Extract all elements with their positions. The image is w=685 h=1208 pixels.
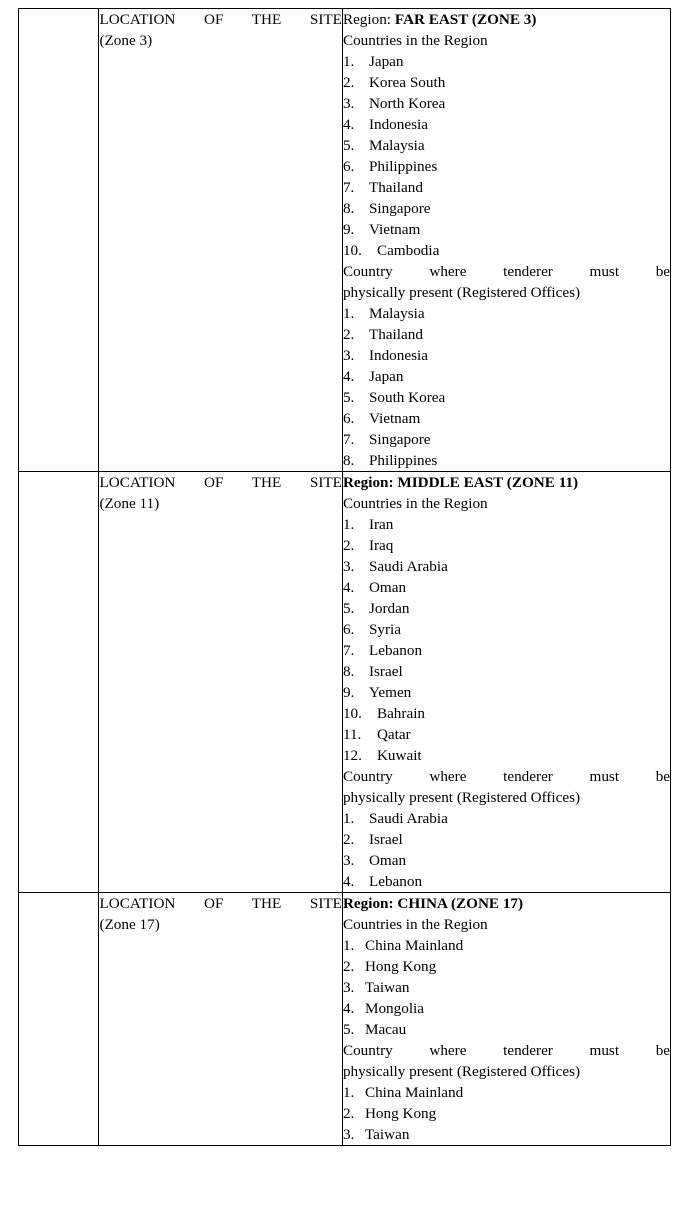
presence-line-2: physically present (Registered Offices) — [342, 284, 581, 301]
list-item — [343, 219, 670, 240]
list-item — [343, 745, 670, 766]
presence-word: be — [655, 768, 671, 785]
list-number: 10. — [342, 705, 362, 722]
list-item — [343, 1124, 670, 1145]
list-text: Singapore — [368, 200, 431, 217]
presence-word: where — [429, 263, 467, 280]
list-text: Israel — [368, 831, 403, 848]
list-number: 6. — [342, 158, 355, 175]
list-text: Taiwan — [364, 979, 410, 996]
list-number: 11. — [342, 726, 362, 743]
list-text: Hong Kong — [364, 1105, 437, 1122]
label-word: SITE — [309, 11, 342, 28]
list-item — [343, 661, 670, 682]
list-number: 9. — [342, 684, 355, 701]
list-item — [343, 51, 670, 72]
list-item — [343, 871, 670, 892]
list-item — [343, 514, 670, 535]
list-text: Indonesia — [368, 347, 428, 364]
list-text: South Korea — [368, 389, 446, 406]
list-number: 4. — [342, 579, 355, 596]
presence-requirement — [343, 766, 670, 808]
region-prefix: Region: — [342, 11, 392, 28]
site-location-heading — [99, 472, 341, 493]
presence-word: must — [589, 1042, 620, 1059]
list-item — [343, 93, 670, 114]
list-item — [343, 156, 670, 177]
presence-line-2: physically present (Registered Offices) — [342, 789, 581, 806]
list-number: 9. — [342, 221, 355, 238]
presence-line-2: physically present (Registered Offices) — [342, 1063, 581, 1080]
presence-word: be — [655, 1042, 671, 1059]
list-item — [343, 114, 670, 135]
list-number: 4. — [342, 368, 355, 385]
list-text: Saudi Arabia — [368, 810, 448, 827]
list-text: China Mainland — [364, 937, 464, 954]
region-content-cell — [342, 472, 670, 893]
list-number: 7. — [342, 431, 355, 448]
list-number: 6. — [342, 410, 355, 427]
list-number: 1. — [342, 53, 355, 70]
list-number: 4. — [342, 873, 355, 890]
region-name: CHINA (ZONE 17) — [397, 895, 524, 912]
list-text: Jordan — [368, 600, 410, 617]
countries-list — [343, 935, 670, 1040]
presence-countries-list — [343, 303, 670, 471]
presence-word: where — [429, 1042, 467, 1059]
list-text: Oman — [368, 579, 407, 596]
list-text: Korea South — [368, 74, 446, 91]
list-number: 2. — [342, 326, 355, 343]
list-number: 3. — [342, 1126, 355, 1143]
zone-subtitle: (Zone 3) — [99, 32, 153, 49]
countries-list — [343, 514, 670, 766]
label-word: LOCATION — [99, 895, 176, 912]
site-location-heading — [99, 893, 341, 914]
list-number: 2. — [342, 74, 355, 91]
list-item — [343, 72, 670, 93]
list-text: Thailand — [368, 326, 423, 343]
list-number: 5. — [342, 600, 355, 617]
list-text: Israel — [368, 663, 403, 680]
list-item — [343, 598, 670, 619]
list-item — [343, 619, 670, 640]
label-word: OF — [204, 895, 224, 912]
presence-word: must — [589, 768, 620, 785]
list-item — [343, 935, 670, 956]
label-word: THE — [251, 11, 282, 28]
list-number: 1. — [342, 516, 355, 533]
zone-subtitle: (Zone 11) — [99, 495, 160, 512]
site-location-label-cell — [99, 472, 342, 893]
presence-word: Country — [342, 1042, 393, 1059]
list-item — [343, 324, 670, 345]
presence-requirement — [343, 1040, 670, 1082]
list-text: Indonesia — [368, 116, 428, 133]
presence-word: be — [655, 263, 671, 280]
list-item — [343, 450, 670, 471]
region-name: FAR EAST (ZONE 3) — [394, 11, 537, 28]
list-number: 4. — [342, 116, 355, 133]
list-item — [343, 956, 670, 977]
region-prefix: Region: — [342, 474, 394, 491]
list-number: 1. — [342, 1084, 355, 1101]
list-number: 7. — [342, 179, 355, 196]
list-text: Yemen — [368, 684, 412, 701]
region-content-cell — [342, 9, 670, 472]
region-title — [343, 472, 670, 493]
list-text: Taiwan — [364, 1126, 410, 1143]
list-item — [343, 829, 670, 850]
site-location-label-cell — [99, 893, 342, 1146]
list-number: 3. — [342, 558, 355, 575]
list-number: 2. — [342, 537, 355, 554]
list-text: Vietnam — [368, 410, 421, 427]
presence-line-1 — [343, 766, 670, 787]
list-text: Japan — [368, 368, 404, 385]
list-text: Oman — [368, 852, 407, 869]
list-item — [343, 387, 670, 408]
list-text: Cambodia — [376, 242, 440, 259]
list-text: Lebanon — [368, 642, 423, 659]
row-number-cell — [19, 9, 99, 472]
list-text: Syria — [368, 621, 401, 638]
presence-countries-list — [343, 1082, 670, 1145]
row-number-cell — [19, 472, 99, 893]
list-item — [343, 429, 670, 450]
list-text: Qatar — [376, 726, 411, 743]
list-number: 2. — [342, 831, 355, 848]
list-text: Thailand — [368, 179, 423, 196]
list-text: China Mainland — [364, 1084, 464, 1101]
presence-word: Country — [342, 768, 393, 785]
list-text: Lebanon — [368, 873, 423, 890]
row-number-cell — [19, 893, 99, 1146]
label-word: THE — [251, 474, 282, 491]
list-number: 1. — [342, 305, 355, 322]
label-word: LOCATION — [99, 474, 176, 491]
label-word: LOCATION — [99, 11, 176, 28]
list-text: Japan — [368, 53, 404, 70]
list-text: Philippines — [368, 158, 438, 175]
list-text: Vietnam — [368, 221, 421, 238]
list-item — [343, 640, 670, 661]
list-number: 3. — [342, 95, 355, 112]
countries-heading: Countries in the Region — [342, 916, 488, 933]
countries-list — [343, 51, 670, 261]
list-text: Iran — [368, 516, 394, 533]
list-text: Saudi Arabia — [368, 558, 448, 575]
list-item — [343, 135, 670, 156]
list-item — [343, 998, 670, 1019]
list-item — [343, 177, 670, 198]
list-item — [343, 1082, 670, 1103]
list-number: 3. — [342, 347, 355, 364]
presence-requirement — [343, 261, 670, 303]
list-text: Iraq — [368, 537, 394, 554]
list-item — [343, 345, 670, 366]
list-text: Kuwait — [376, 747, 422, 764]
document-page — [0, 8, 685, 1208]
presence-word: where — [429, 768, 467, 785]
site-location-heading — [99, 9, 341, 30]
list-item — [343, 724, 670, 745]
list-number: 1. — [342, 810, 355, 827]
list-item — [343, 556, 670, 577]
list-text: Hong Kong — [364, 958, 437, 975]
list-number: 12. — [342, 747, 362, 764]
list-item — [343, 703, 670, 724]
region-name: MIDDLE EAST (ZONE 11) — [397, 474, 579, 491]
list-number: 5. — [342, 137, 355, 154]
table-row — [19, 893, 671, 1146]
list-text: Philippines — [368, 452, 438, 469]
list-number: 8. — [342, 452, 355, 469]
label-word: SITE — [309, 895, 342, 912]
list-number: 1. — [342, 937, 355, 954]
list-item — [343, 408, 670, 429]
list-text: North Korea — [368, 95, 446, 112]
list-number: 7. — [342, 642, 355, 659]
list-number: 3. — [342, 852, 355, 869]
countries-heading: Countries in the Region — [342, 495, 488, 512]
list-item — [343, 240, 670, 261]
label-word: OF — [204, 474, 224, 491]
region-title — [343, 893, 670, 914]
list-text: Bahrain — [376, 705, 426, 722]
list-item — [343, 366, 670, 387]
list-item — [343, 577, 670, 598]
list-item — [343, 977, 670, 998]
list-item — [343, 303, 670, 324]
list-number: 5. — [342, 1021, 355, 1038]
list-item — [343, 198, 670, 219]
list-text: Singapore — [368, 431, 431, 448]
list-number: 6. — [342, 621, 355, 638]
list-number: 2. — [342, 958, 355, 975]
list-text: Mongolia — [364, 1000, 424, 1017]
list-text: Malaysia — [368, 137, 425, 154]
region-prefix: Region: — [342, 895, 394, 912]
list-item — [343, 535, 670, 556]
presence-word: Country — [342, 263, 393, 280]
list-number: 4. — [342, 1000, 355, 1017]
list-item — [343, 1019, 670, 1040]
list-item — [343, 850, 670, 871]
region-title — [343, 9, 670, 30]
presence-line-1 — [343, 1040, 670, 1061]
table-row — [19, 9, 671, 472]
list-text: Malaysia — [368, 305, 425, 322]
list-number: 8. — [342, 663, 355, 680]
list-number: 3. — [342, 979, 355, 996]
presence-word: tenderer — [503, 263, 553, 280]
countries-heading: Countries in the Region — [342, 32, 488, 49]
table-row — [19, 472, 671, 893]
presence-word: tenderer — [503, 768, 553, 785]
list-number: 2. — [342, 1105, 355, 1122]
list-number: 10. — [342, 242, 362, 259]
presence-countries-list — [343, 808, 670, 892]
list-item — [343, 682, 670, 703]
list-number: 8. — [342, 200, 355, 217]
zones-table — [18, 8, 671, 1146]
label-word: THE — [251, 895, 282, 912]
presence-line-1 — [343, 261, 670, 282]
list-text: Macau — [364, 1021, 407, 1038]
presence-word: tenderer — [503, 1042, 553, 1059]
list-item — [343, 808, 670, 829]
presence-word: must — [589, 263, 620, 280]
list-item — [343, 1103, 670, 1124]
region-content-cell — [342, 893, 670, 1146]
site-location-label-cell — [99, 9, 342, 472]
list-number: 5. — [342, 389, 355, 406]
label-word: SITE — [309, 474, 342, 491]
zone-subtitle: (Zone 17) — [99, 916, 160, 933]
label-word: OF — [204, 11, 224, 28]
